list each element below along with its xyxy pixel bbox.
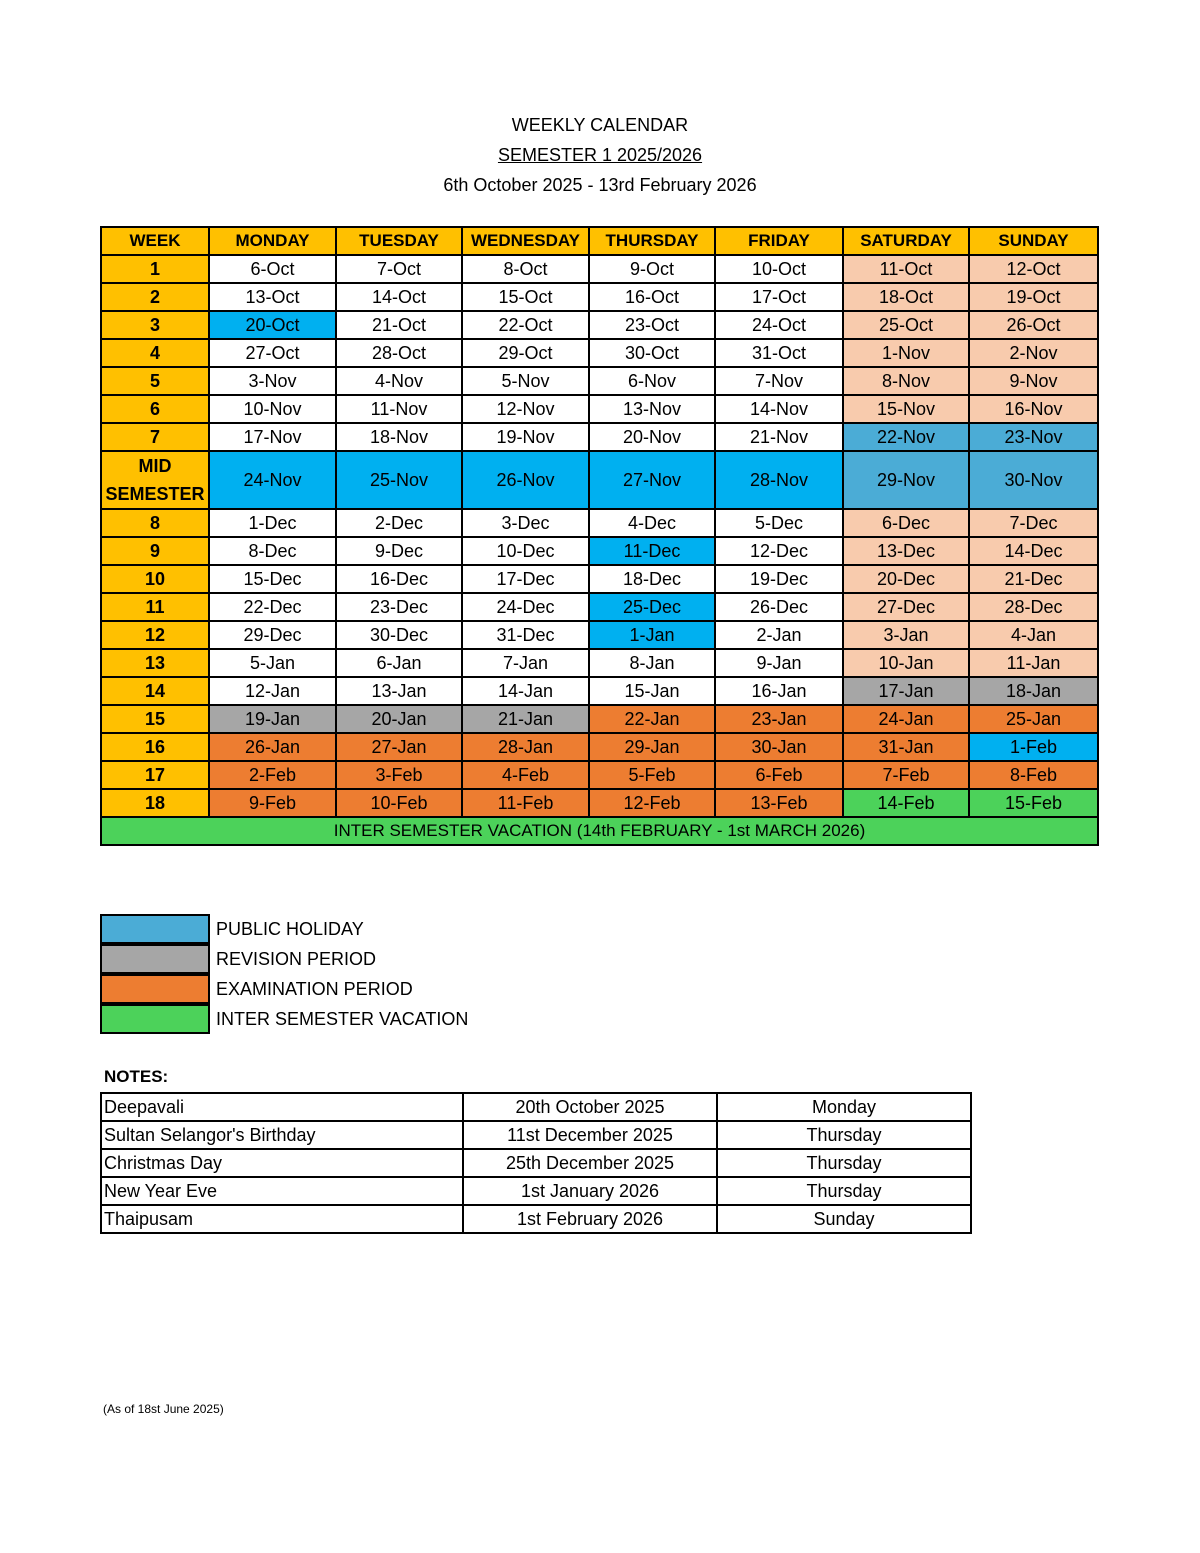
week-row [101, 733, 1098, 761]
day-cell: 7-Dec [969, 509, 1098, 537]
holiday-name: Deepavali [101, 1093, 463, 1121]
day-cell: 3-Feb [336, 761, 462, 789]
week-row [101, 283, 1098, 311]
as-of-note: (As of 18st June 2025) [103, 1402, 224, 1416]
day-cell: 12-Jan [209, 677, 336, 705]
day-cell: 22-Nov [843, 423, 969, 451]
day-cell: 15-Dec [209, 565, 336, 593]
day-cell: 28-Jan [462, 733, 589, 761]
day-cell: 19-Oct [969, 283, 1098, 311]
notes-body [101, 1093, 971, 1233]
week-number: 10 [101, 565, 209, 593]
day-cell: 9-Dec [336, 537, 462, 565]
day-cell: 24-Nov [209, 451, 336, 509]
holiday-date: 20th October 2025 [463, 1093, 717, 1121]
legend-swatch [100, 1004, 210, 1034]
day-cell: 15-Oct [462, 283, 589, 311]
day-cell: 27-Nov [589, 451, 715, 509]
day-cell: 20-Oct [209, 311, 336, 339]
legend-item [100, 1004, 468, 1034]
day-cell: 29-Dec [209, 621, 336, 649]
day-cell: 2-Feb [209, 761, 336, 789]
day-cell: 21-Oct [336, 311, 462, 339]
column-header: FRIDAY [715, 227, 843, 255]
day-cell: 20-Jan [336, 705, 462, 733]
day-cell: 19-Dec [715, 565, 843, 593]
day-cell: 12-Oct [969, 255, 1098, 283]
day-cell: 8-Nov [843, 367, 969, 395]
holiday-name: New Year Eve [101, 1177, 463, 1205]
week-row [101, 565, 1098, 593]
day-cell: 3-Jan [843, 621, 969, 649]
week-row [101, 509, 1098, 537]
day-cell: 14-Dec [969, 537, 1098, 565]
week-row [101, 451, 1098, 509]
legend-item [100, 974, 468, 1004]
day-cell: 26-Nov [462, 451, 589, 509]
day-cell: 10-Oct [715, 255, 843, 283]
note-row [101, 1205, 971, 1233]
day-cell: 25-Jan [969, 705, 1098, 733]
day-cell: 24-Jan [843, 705, 969, 733]
day-cell: 10-Dec [462, 537, 589, 565]
day-cell: 17-Oct [715, 283, 843, 311]
column-header: WEEK [101, 227, 209, 255]
day-cell: 3-Nov [209, 367, 336, 395]
column-header: MONDAY [209, 227, 336, 255]
week-number: 2 [101, 283, 209, 311]
day-cell: 15-Feb [969, 789, 1098, 817]
day-cell: 11-Jan [969, 649, 1098, 677]
vacation-footer-row [101, 817, 1098, 845]
day-cell: 21-Nov [715, 423, 843, 451]
day-cell: 5-Feb [589, 761, 715, 789]
day-cell: 1-Jan [589, 621, 715, 649]
day-cell: 24-Dec [462, 593, 589, 621]
day-cell: 29-Nov [843, 451, 969, 509]
calendar-header-row [101, 227, 1098, 255]
week-row [101, 255, 1098, 283]
holiday-date: 25th December 2025 [463, 1149, 717, 1177]
day-cell: 30-Nov [969, 451, 1098, 509]
calendar-body [101, 227, 1098, 845]
week-number: 13 [101, 649, 209, 677]
day-cell: 11-Nov [336, 395, 462, 423]
holiday-name: Thaipusam [101, 1205, 463, 1233]
day-cell: 26-Oct [969, 311, 1098, 339]
day-cell: 13-Oct [209, 283, 336, 311]
day-cell: 9-Oct [589, 255, 715, 283]
day-cell: 14-Jan [462, 677, 589, 705]
day-cell: 6-Oct [209, 255, 336, 283]
day-cell: 17-Jan [843, 677, 969, 705]
day-cell: 1-Dec [209, 509, 336, 537]
legend-label: PUBLIC HOLIDAY [216, 918, 364, 939]
holiday-day: Thursday [717, 1121, 971, 1149]
column-header: THURSDAY [589, 227, 715, 255]
day-cell: 7-Nov [715, 367, 843, 395]
legend-swatch [100, 944, 210, 974]
legend-swatch [100, 914, 210, 944]
week-row [101, 367, 1098, 395]
week-number: 5 [101, 367, 209, 395]
day-cell: 8-Feb [969, 761, 1098, 789]
date-range: 6th October 2025 - 13rd February 2026 [443, 175, 757, 195]
day-cell: 16-Dec [336, 565, 462, 593]
legend-label: EXAMINATION PERIOD [216, 978, 413, 999]
week-row [101, 339, 1098, 367]
week-number: 6 [101, 395, 209, 423]
week-number: 16 [101, 733, 209, 761]
column-header: TUESDAY [336, 227, 462, 255]
week-row [101, 621, 1098, 649]
day-cell: 10-Nov [209, 395, 336, 423]
day-cell: 4-Dec [589, 509, 715, 537]
column-header: WEDNESDAY [462, 227, 589, 255]
day-cell: 13-Jan [336, 677, 462, 705]
day-cell: 5-Nov [462, 367, 589, 395]
week-row [101, 423, 1098, 451]
day-cell: 3-Dec [462, 509, 589, 537]
day-cell: 7-Feb [843, 761, 969, 789]
calendar-title: WEEKLY CALENDAR [511, 115, 689, 135]
week-row [101, 677, 1098, 705]
holiday-day: Thursday [717, 1149, 971, 1177]
week-number: 7 [101, 423, 209, 451]
holiday-name: Sultan Selangor's Birthday [101, 1121, 463, 1149]
day-cell: 13-Dec [843, 537, 969, 565]
legend [100, 914, 468, 1034]
day-cell: 11-Dec [589, 537, 715, 565]
week-row [101, 395, 1098, 423]
week-number: 9 [101, 537, 209, 565]
week-row [101, 311, 1098, 339]
day-cell: 17-Nov [209, 423, 336, 451]
week-number: 8 [101, 509, 209, 537]
day-cell: 22-Jan [589, 705, 715, 733]
week-row [101, 761, 1098, 789]
day-cell: 28-Nov [715, 451, 843, 509]
week-number: 3 [101, 311, 209, 339]
week-row [101, 705, 1098, 733]
day-cell: 2-Nov [969, 339, 1098, 367]
day-cell: 28-Oct [336, 339, 462, 367]
holiday-day: Monday [717, 1093, 971, 1121]
day-cell: 25-Oct [843, 311, 969, 339]
day-cell: 2-Dec [336, 509, 462, 537]
day-cell: 13-Nov [589, 395, 715, 423]
note-row [101, 1149, 971, 1177]
day-cell: 11-Feb [462, 789, 589, 817]
day-cell: 30-Oct [589, 339, 715, 367]
day-cell: 22-Oct [462, 311, 589, 339]
day-cell: 6-Feb [715, 761, 843, 789]
day-cell: 20-Dec [843, 565, 969, 593]
day-cell: 14-Oct [336, 283, 462, 311]
week-number: 1 [101, 255, 209, 283]
day-cell: 11-Oct [843, 255, 969, 283]
day-cell: 16-Oct [589, 283, 715, 311]
holiday-date: 11st December 2025 [463, 1121, 717, 1149]
notes-title: NOTES: [104, 1067, 169, 1086]
day-cell: 19-Jan [209, 705, 336, 733]
week-number: 11 [101, 593, 209, 621]
day-cell: 26-Jan [209, 733, 336, 761]
day-cell: 1-Nov [843, 339, 969, 367]
day-cell: 27-Jan [336, 733, 462, 761]
day-cell: 14-Feb [843, 789, 969, 817]
day-cell: 10-Jan [843, 649, 969, 677]
day-cell: 31-Jan [843, 733, 969, 761]
day-cell: 4-Jan [969, 621, 1098, 649]
week-number: 4 [101, 339, 209, 367]
day-cell: 12-Feb [589, 789, 715, 817]
week-number: 18 [101, 789, 209, 817]
day-cell: 29-Oct [462, 339, 589, 367]
day-cell: 7-Jan [462, 649, 589, 677]
day-cell: 17-Dec [462, 565, 589, 593]
day-cell: 10-Feb [336, 789, 462, 817]
week-number: 15 [101, 705, 209, 733]
day-cell: 4-Feb [462, 761, 589, 789]
note-row [101, 1177, 971, 1205]
note-row [101, 1121, 971, 1149]
day-cell: 12-Dec [715, 537, 843, 565]
day-cell: 6-Dec [843, 509, 969, 537]
day-cell: 28-Dec [969, 593, 1098, 621]
day-cell: 30-Dec [336, 621, 462, 649]
day-cell: 9-Feb [209, 789, 336, 817]
day-cell: 8-Dec [209, 537, 336, 565]
day-cell: 16-Jan [715, 677, 843, 705]
week-number: 17 [101, 761, 209, 789]
day-cell: 13-Feb [715, 789, 843, 817]
legend-label: INTER SEMESTER VACATION [216, 1008, 469, 1029]
day-cell: 23-Dec [336, 593, 462, 621]
day-cell: 25-Nov [336, 451, 462, 509]
column-header: SUNDAY [969, 227, 1098, 255]
week-row [101, 649, 1098, 677]
day-cell: 27-Dec [843, 593, 969, 621]
day-cell: 15-Jan [589, 677, 715, 705]
holiday-notes-table [100, 1092, 972, 1234]
legend-item [100, 944, 468, 974]
day-cell: 5-Jan [209, 649, 336, 677]
day-cell: 9-Jan [715, 649, 843, 677]
weekly-calendar-table [100, 226, 1099, 846]
holiday-date: 1st February 2026 [463, 1205, 717, 1233]
day-cell: 18-Dec [589, 565, 715, 593]
day-cell: 1-Feb [969, 733, 1098, 761]
day-cell: 26-Dec [715, 593, 843, 621]
day-cell: 21-Jan [462, 705, 589, 733]
day-cell: 8-Oct [462, 255, 589, 283]
day-cell: 4-Nov [336, 367, 462, 395]
day-cell: 2-Jan [715, 621, 843, 649]
day-cell: 18-Oct [843, 283, 969, 311]
legend-item [100, 914, 468, 944]
week-row [101, 789, 1098, 817]
semester-subtitle: SEMESTER 1 2025/2026 [497, 145, 703, 165]
legend-label: REVISION PERIOD [216, 948, 377, 969]
day-cell: 8-Jan [589, 649, 715, 677]
day-cell: 6-Nov [589, 367, 715, 395]
week-number: 12 [101, 621, 209, 649]
week-number: MID SEMESTER [101, 451, 209, 509]
day-cell: 18-Jan [969, 677, 1098, 705]
day-cell: 6-Jan [336, 649, 462, 677]
holiday-day: Sunday [717, 1205, 971, 1233]
week-row [101, 593, 1098, 621]
document-header [0, 110, 1200, 200]
holiday-name: Christmas Day [101, 1149, 463, 1177]
day-cell: 30-Jan [715, 733, 843, 761]
day-cell: 7-Oct [336, 255, 462, 283]
day-cell: 23-Nov [969, 423, 1098, 451]
day-cell: 15-Nov [843, 395, 969, 423]
day-cell: 5-Dec [715, 509, 843, 537]
column-header: SATURDAY [843, 227, 969, 255]
week-row [101, 537, 1098, 565]
holiday-day: Thursday [717, 1177, 971, 1205]
day-cell: 18-Nov [336, 423, 462, 451]
day-cell: 31-Oct [715, 339, 843, 367]
day-cell: 14-Nov [715, 395, 843, 423]
holiday-date: 1st January 2026 [463, 1177, 717, 1205]
day-cell: 20-Nov [589, 423, 715, 451]
day-cell: 24-Oct [715, 311, 843, 339]
day-cell: 19-Nov [462, 423, 589, 451]
day-cell: 31-Dec [462, 621, 589, 649]
day-cell: 25-Dec [589, 593, 715, 621]
day-cell: 29-Jan [589, 733, 715, 761]
day-cell: 9-Nov [969, 367, 1098, 395]
legend-swatch [100, 974, 210, 1004]
day-cell: 23-Jan [715, 705, 843, 733]
note-row [101, 1093, 971, 1121]
inter-semester-vacation-banner: INTER SEMESTER VACATION (14th FEBRUARY - 1st MARCH 2026) [101, 817, 1098, 845]
day-cell: 16-Nov [969, 395, 1098, 423]
day-cell: 27-Oct [209, 339, 336, 367]
week-number: 14 [101, 677, 209, 705]
day-cell: 23-Oct [589, 311, 715, 339]
day-cell: 21-Dec [969, 565, 1098, 593]
day-cell: 12-Nov [462, 395, 589, 423]
day-cell: 22-Dec [209, 593, 336, 621]
